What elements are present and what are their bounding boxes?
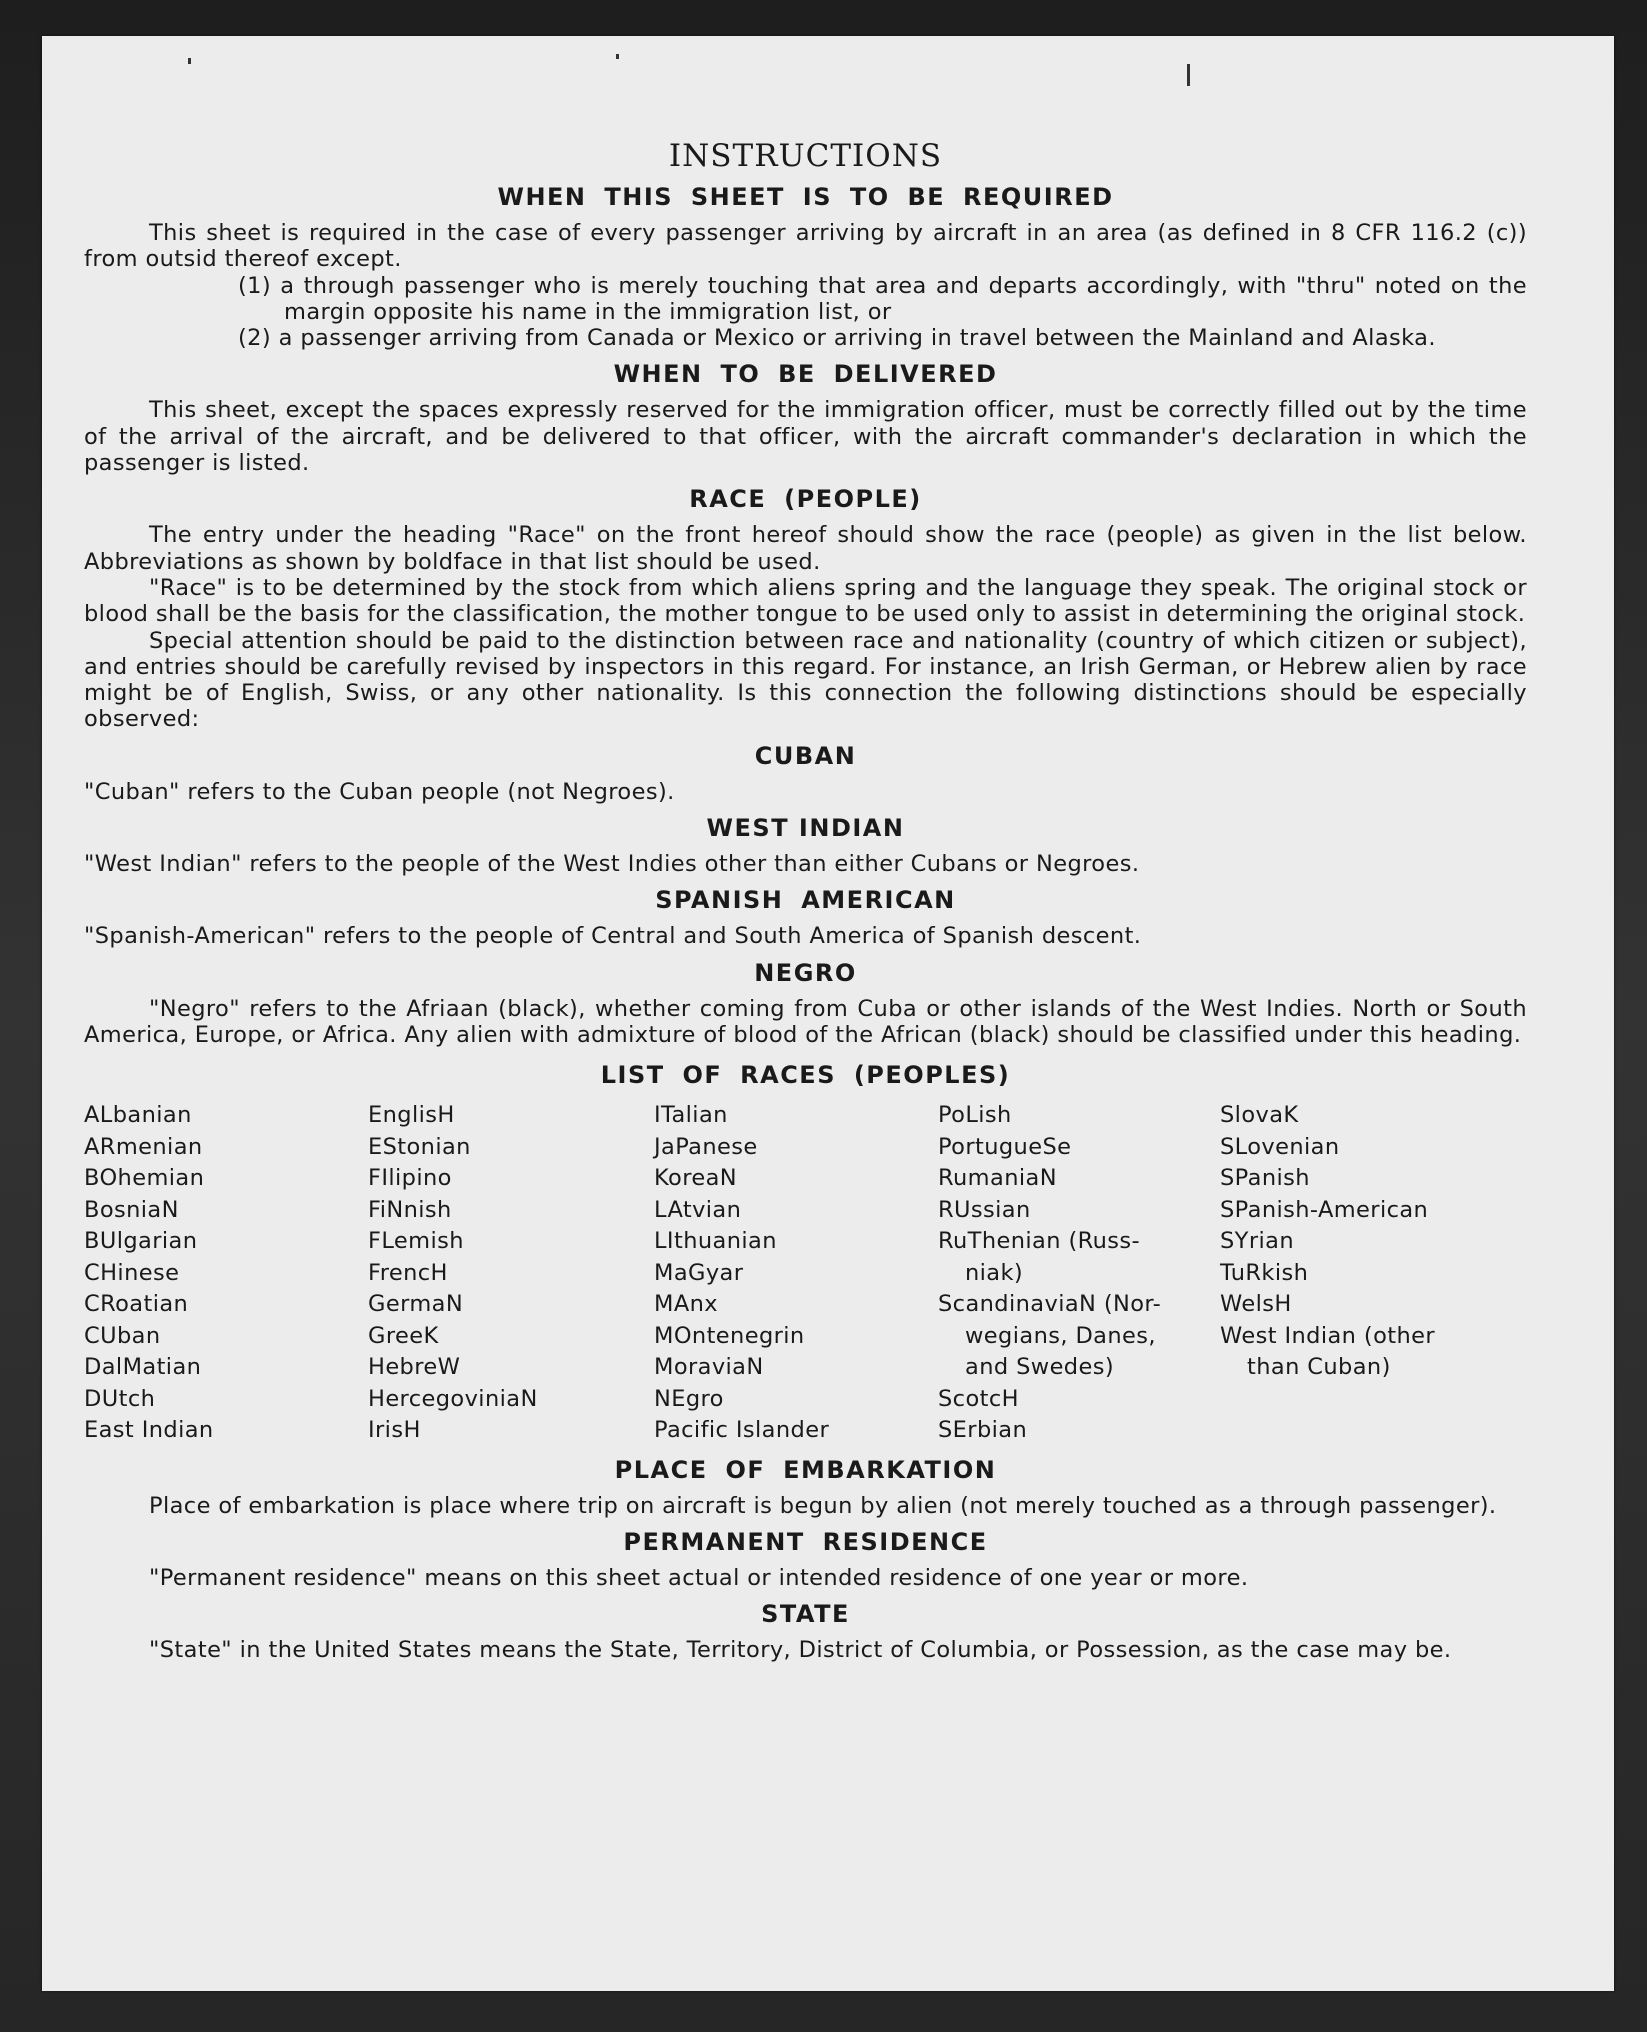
- race-item: SPanish: [1220, 1165, 1310, 1192]
- race-item: PortugueSe: [938, 1133, 1072, 1160]
- race-item: DalMatian: [84, 1354, 202, 1381]
- heading-permanent-residence: PERMANENT RESIDENCE: [623, 1528, 988, 1557]
- race-item: KoreaN: [654, 1165, 738, 1192]
- race-item: MaGyar: [654, 1259, 744, 1286]
- race-item: CUban: [84, 1322, 161, 1349]
- exception-item-2: (2) a passenger arriving from Canada or Mexico or arriving in travel between the Mainland and Alaska.: [238, 325, 1436, 352]
- races-column-2: [368, 1100, 654, 1447]
- speck: [1187, 64, 1190, 86]
- race-item: DUtch: [84, 1385, 156, 1412]
- speck: [188, 58, 191, 64]
- permanent-residence-text: "Permanent residence" means on this sheet actual or intended residence of one year or more.: [149, 1565, 1249, 1592]
- heading-place-of-embarkation: PLACE OF EMBARKATION: [614, 1455, 997, 1484]
- race-item: FLemish: [368, 1228, 464, 1255]
- race-item-continued: and Swedes): [965, 1354, 1115, 1381]
- race-item: EnglisH: [368, 1102, 455, 1129]
- race-item: SPanish-American: [1220, 1196, 1429, 1223]
- race-item: East Indian: [84, 1417, 214, 1444]
- race-item-continued: niak): [965, 1259, 1024, 1286]
- heading-state: STATE: [761, 1600, 850, 1629]
- race-item: GreeK: [368, 1322, 439, 1349]
- race-item: ALbanian: [84, 1102, 192, 1129]
- race-item: EStonian: [368, 1133, 471, 1160]
- race-item: BUlgarian: [84, 1228, 198, 1255]
- heading-list-of-races: LIST OF RACES (PEOPLES): [600, 1061, 1011, 1090]
- race-item: RUssian: [938, 1196, 1031, 1223]
- race-item: JaPanese: [654, 1133, 758, 1160]
- race-item: HebreW: [368, 1354, 461, 1381]
- race-item: RumaniaN: [938, 1165, 1057, 1192]
- race-item: SErbian: [938, 1417, 1028, 1444]
- race-item: BosniaN: [84, 1196, 179, 1223]
- instructions-content: [84, 98, 1527, 1664]
- negro-text: "Negro" refers to the Afriaan (black), whether coming from Cuba or other islands of the West Indies. North or South America, Europe, or Africa. Any alien with admixture of blood of the African (black) should be classified under this heading.: [84, 995, 1527, 1048]
- state-text: "State" in the United States means the State, Territory, District of Columbia, or Possession, as the case may be.: [149, 1637, 1452, 1664]
- race-item: Pacific Islander: [654, 1417, 830, 1444]
- race-item: MoraviaN: [654, 1354, 764, 1381]
- race-item-continued: wegians, Danes,: [965, 1322, 1156, 1349]
- races-column-5: [1220, 1100, 1527, 1447]
- race-item: ARmenian: [84, 1133, 203, 1160]
- heading-race: RACE (PEOPLE): [689, 485, 922, 514]
- race-item: LAtvian: [654, 1196, 742, 1223]
- west-indian-text: "West Indian" refers to the people of the West Indies other than either Cubans or Negroes.: [84, 851, 1140, 878]
- race-paragraph-1: The entry under the heading "Race" on the front hereof should show the race (people) as given in the list below. Abbreviations as shown by boldface in that list should be used.: [84, 522, 1527, 575]
- heading-when-delivered: WHEN TO BE DELIVERED: [613, 360, 998, 389]
- spanish-american-text: "Spanish-American" refers to the people of Central and South America of Spanish descent.: [84, 923, 1142, 950]
- race-item: ScotcH: [938, 1385, 1019, 1412]
- when-required-intro: This sheet is required in the case of every passenger arriving by aircraft in an area (as defined in 8 CFR 116.2 (c)) from outsid thereof except.: [84, 220, 1527, 273]
- race-paragraph-2: "Race" is to be determined by the stock from which aliens spring and the language they speak. The original stock or blood shall be the basis for the classification, the mother tongue to be used only to assist in determining the original stock.: [84, 574, 1527, 628]
- speck: [616, 54, 619, 59]
- races-column-1: [84, 1100, 368, 1447]
- heading-west-indian: WEST INDIAN: [706, 814, 905, 843]
- race-paragraph-3: Special attention should be paid to the distinction between race and nationality (country of which citizen or subject), and entries should be carefully revised by inspectors in this regard. For instance, an Irish German, or Hebrew alien by race might be of English, Swiss, or any other nationality. Is this connection the following distinctions should be especially observed:: [84, 627, 1527, 733]
- exception-item-1: (1) a through passenger who is merely touching that area and departs accordingly, with "thru" noted on the margin opposite his name in the immigration list, or: [238, 272, 1527, 325]
- race-item: LIthuanian: [654, 1228, 777, 1255]
- race-item: MAnx: [654, 1291, 718, 1318]
- race-item: PoLish: [938, 1102, 1012, 1129]
- race-item: HercegoviniaN: [368, 1385, 538, 1412]
- heading-spanish-american: SPANISH AMERICAN: [655, 886, 956, 915]
- races-column-4: [938, 1100, 1220, 1447]
- race-item: CHinese: [84, 1259, 180, 1286]
- race-item: BOhemian: [84, 1165, 205, 1192]
- races-list: [84, 1100, 1527, 1447]
- race-item: FiNnish: [368, 1196, 452, 1223]
- place-of-embarkation-text: Place of embarkation is place where trip on aircraft is begun by alien (not merely touched as a through passenger).: [149, 1492, 1497, 1519]
- page-title: INSTRUCTIONS: [668, 138, 943, 174]
- race-item: West Indian (other: [1220, 1322, 1436, 1349]
- race-item: GermaN: [368, 1291, 464, 1318]
- heading-cuban: CUBAN: [754, 741, 857, 770]
- race-item: SLovenian: [1220, 1133, 1340, 1160]
- when-delivered-text: This sheet, except the spaces expressly reserved for the immigration officer, must be correctly filled out by the time of the arrival of the aircraft, and be delivered to that officer, with the aircraft commander's declaration in which the passenger is listed.: [84, 397, 1527, 477]
- race-item: NEgro: [654, 1385, 724, 1412]
- race-item: SlovaK: [1220, 1102, 1299, 1129]
- race-item-continued: than Cuban): [1247, 1354, 1391, 1381]
- race-item: ITalian: [654, 1102, 728, 1129]
- race-item: WelsH: [1220, 1291, 1292, 1318]
- race-item: FrencH: [368, 1259, 448, 1286]
- race-item: MOntenegrin: [654, 1322, 805, 1349]
- race-item: TuRkish: [1220, 1259, 1309, 1286]
- race-item: ScandinaviaN (Nor-: [938, 1291, 1162, 1318]
- race-item: SYrian: [1220, 1228, 1294, 1255]
- race-item: FIlipino: [368, 1165, 452, 1192]
- race-item: CRoatian: [84, 1291, 189, 1318]
- races-column-3: [654, 1100, 938, 1447]
- heading-when-required: WHEN THIS SHEET IS TO BE REQUIRED: [497, 183, 1114, 211]
- race-item: IrisH: [368, 1417, 421, 1444]
- heading-negro: NEGRO: [754, 958, 857, 987]
- cuban-text: "Cuban" refers to the Cuban people (not Negroes).: [84, 778, 675, 805]
- race-item: RuThenian (Russ-: [938, 1228, 1141, 1255]
